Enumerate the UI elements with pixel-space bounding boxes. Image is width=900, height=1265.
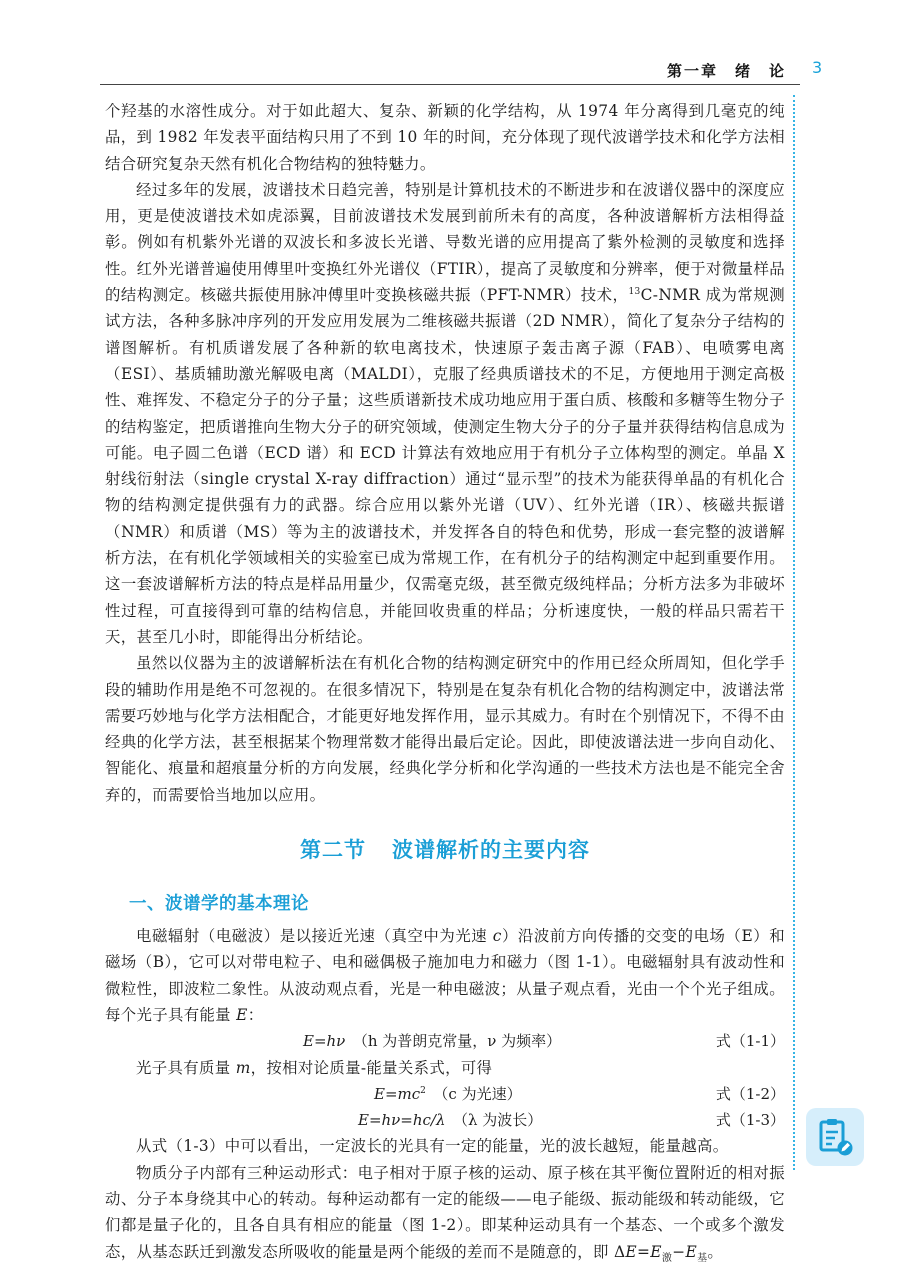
paragraph-text: − [672, 1242, 686, 1261]
subscript-ground: 基 [697, 1252, 708, 1264]
section-heading [105, 834, 785, 864]
isotope-superscript: 13 [628, 286, 641, 297]
paragraph-text: 电磁辐射（电磁波）是以接近光速（真空中为光速 [136, 927, 493, 946]
equation-expression [358, 1107, 542, 1133]
equation-3 [105, 1107, 785, 1133]
paragraph-text: ： [247, 1005, 264, 1024]
equation-1 [105, 1028, 785, 1054]
page-body [105, 98, 785, 1265]
equation-formula: E=hν=hc/λ [358, 1111, 446, 1130]
section-number: 第二节 [300, 838, 366, 863]
paragraph: 虽然以仪器为主的波谱解析法在有机化合物的结构测定研究中的作用已经众所周知，但化学手段的辅助作用是绝不可忽视的。在很多情况下，特别是在复杂有机化合物的结构测定中，波谱法常需要巧妙地与化学方法相配合，才能更好地发挥作用，显示其威力。有时在个别情况下，不得不由经典的化学方法，甚至根据某个物理常数才能得出最后定论。因此，即使波谱法进一步向自动化、智能化、痕量和超痕量分析的方向发展，经典化学分析和化学沟通的一些技术方法也是不能完全舍弃的，而需要恰当地加以应用。 [105, 654, 785, 804]
symbol-e: E [650, 1242, 662, 1261]
equation-superscript: 2 [420, 1085, 426, 1096]
paragraph-text: ，按相对论质量-能量关系式，可得 [250, 1058, 493, 1077]
equation-note: （λ 为波长） [460, 1111, 543, 1130]
paragraph [105, 1160, 785, 1265]
paragraph [105, 1055, 785, 1081]
paragraph-text: 经过多年的发展，波谱技术日趋完善，特别是计算机技术的不断进步和在波谱仪器中的深度应用，更是使波谱技术如虎添翼，目前波谱技术发展到前所未有的高度，各种波谱解析方法相得益彰。例如有机紫外光谱的双波长和多波长光谱、导数光谱的应用提高了紫外检测的灵敏度和选择性。红外光谱普遍使用傅里叶变换红外光谱仪（FTIR），提高了灵敏度和分辨率，便于对微量样品的结构测定。核磁共振使用脉冲傅里叶变换核磁共振（PFT-NMR）技术， [105, 180, 785, 305]
page-number: 3 [812, 58, 823, 77]
paragraph-text: ）沿波前方向传播的交变的电场（E）和磁场（B），它可以对带电粒子、电和磁偶极子施加电力和磁力（图 1-1）。电磁辐射具有波动性和微粒性，即波粒二象性。从波动观点看，光是一种电磁波；从量子观点看，光由一个个光子组成。每个光子具有能量 [105, 927, 785, 1024]
equation-number: 式（1-2） [715, 1084, 785, 1103]
symbol-c: c [492, 927, 502, 946]
equation-expression [303, 1028, 561, 1054]
equation-note: （h 为普朗克常量，ν 为频率） [360, 1032, 562, 1051]
symbol-e: E [685, 1242, 698, 1261]
symbol-e: E [236, 1005, 248, 1024]
subscript-excited: 激 [661, 1252, 673, 1264]
subsection-heading: 一、波谱学的基本理论 [129, 894, 309, 915]
equation-number: 式（1-1） [715, 1032, 785, 1051]
paragraph-text: C-NMR 成为常规测试方法，各种多脉冲序列的开发应用发展为二维核磁共振谱（2D NMR），简化了复杂分子结构的谱图解析。有机质谱发展了各种新的软电离技术，快速原子轰击离子源（FAB）、电喷雾电离（ESI）、基质辅助激光解吸电离（MALDI），克服了经典质谱技术的不足，方便地用于测定高极性、难挥发、不稳定分子的分子量；这些质谱新技术成功地应用于蛋白质、核酸和多糖等生物分子的结构鉴定，把质谱推向生物大分子的研究领域，使测定生物大分子的分子量并获得结构信息成为可能。电子圆二色谱（ECD 谱）和 ECD 计算法有效地应用于有机分子立体构型的测定。单晶 X 射线衍射法（single crystal X-ray diffraction）通过“显示型”的技术为能获得单晶的有机化合物的结构测定提供强有力的武器。综合应用以紫外光谱（UV）、红外光谱（IR）、核磁共振谱（NMR）和质谱（MS）等为主的波谱技术，并发挥各自的特色和优势，形成一套完整的波谱解析方法，在有机化学领域相关的实验室已成为常规工作，在有机分子的结构测定中起到重要作用。这一套波谱解析方法的特点是样品用量少，仅需毫克级，甚至微克级纯样品；分析方法多为非破坏性过程，可直接得到可靠的结构信息，并能回收贵重的样品；分析速度快，一般的样品只需若干天，甚至几小时，即能得出分析结论。 [105, 286, 785, 646]
paragraph-text: = [637, 1242, 651, 1261]
equation-formula: E=hν [303, 1032, 346, 1051]
running-header [100, 58, 800, 85]
equation-note: （c 为光速） [440, 1084, 522, 1103]
paragraph-text: 光子具有质量 [136, 1058, 236, 1077]
symbol-m: m [235, 1058, 251, 1077]
paragraph: 从式（1-3）中可以看出，一定波长的光具有一定的能量，光的波长越短，能量越高。 [136, 1137, 729, 1156]
symbol-e: E [625, 1242, 638, 1261]
paragraph-text: 物质分子内部有三种运动形式：电子相对于原子核的运动、原子核在其平衡位置附近的相对振动、分子本身绕其中心的转动。每种运动都有一定的能级——电子能级、振动能级和转动能级，它们都是量子化的，且各自具有相应的能量（图 1-2）。即某种运动具有一个基态、一个或多个激发态，从基态跃迁到激发态所吸收的能量是两个能级的差而不是随意的，即 Δ [105, 1163, 785, 1261]
paragraph-text: 。 [707, 1242, 724, 1261]
chapter-title: 第一章 绪 论 [666, 62, 786, 80]
notes-edit-icon[interactable] [806, 1108, 864, 1166]
margin-dotted-rule [793, 95, 795, 1170]
equation-expression [374, 1081, 522, 1107]
equation-2 [105, 1081, 785, 1107]
paragraph [105, 923, 785, 1028]
section-title: 波谱解析的主要内容 [392, 838, 590, 863]
equation-formula: E=mc [374, 1084, 421, 1103]
notes-edit-icon-glyph [816, 1117, 854, 1157]
paragraph: 个羟基的水溶性成分。对于如此超大、复杂、新颖的化学结构，从 1974 年分离得到几毫克的纯品，到 1982 年发表平面结构只用了不到 10 年的时间，充分体现了现代波谱学技术和化学方法相结合研究复杂天然有机化合物结构的独特魅力。 [105, 102, 785, 173]
paragraph [105, 177, 785, 650]
equation-number: 式（1-3） [715, 1111, 785, 1130]
